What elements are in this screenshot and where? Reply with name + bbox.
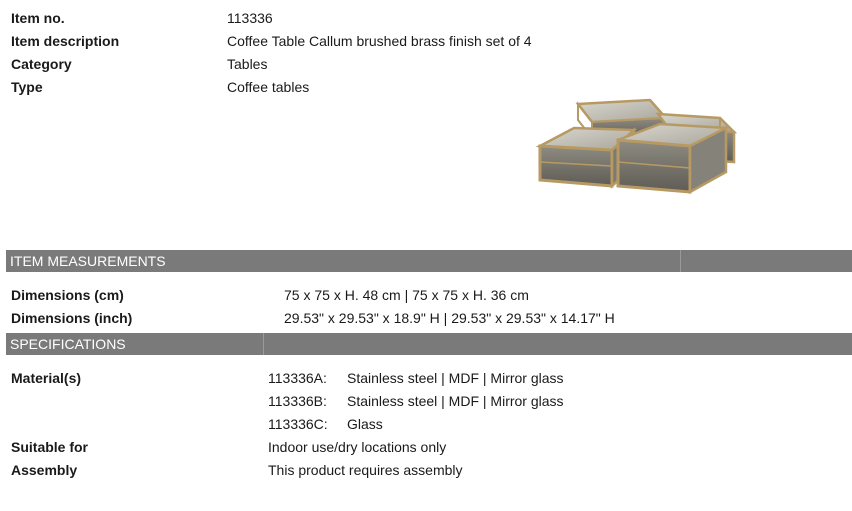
header-divider — [263, 333, 264, 355]
type-label: Type — [11, 79, 43, 95]
suitable-for-value: Indoor use/dry locations only — [268, 439, 447, 455]
item-description-value: Coffee Table Callum brushed brass finish set of 4 — [227, 33, 532, 49]
assembly-label: Assembly — [11, 462, 78, 478]
dimensions-cm-value: 75 x 75 x H. 48 cm | 75 x 75 x H. 36 cm — [284, 287, 529, 303]
material-code-a: 113336A: — [268, 370, 327, 386]
material-code-b: 113336B: — [268, 393, 327, 409]
item-description-label: Item description — [11, 33, 120, 49]
category-label: Category — [11, 56, 72, 72]
item-measurements-header — [6, 250, 852, 272]
type-value: Coffee tables — [227, 79, 310, 95]
product-image — [530, 96, 740, 196]
header-divider — [680, 250, 681, 272]
materials-label: Material(s) — [11, 370, 82, 386]
suitable-for-label: Suitable for — [11, 439, 89, 455]
material-value-a: Stainless steel | MDF | Mirror glass — [347, 370, 564, 386]
dimensions-cm-label: Dimensions (cm) — [11, 287, 124, 303]
assembly-value: This product requires assembly — [268, 462, 463, 478]
dimensions-inch-value: 29.53" x 29.53" x 18.9" H | 29.53" x 29.53" x 14.17" H — [284, 310, 615, 326]
table-front-right — [618, 124, 726, 192]
item-number-value: 113336 — [227, 10, 273, 26]
specifications-title: SPECIFICATIONS — [10, 336, 126, 352]
material-value-c: Glass — [347, 416, 383, 432]
item-measurements-title: ITEM MEASUREMENTS — [10, 253, 166, 269]
category-value: Tables — [227, 56, 268, 72]
dimensions-inch-label: Dimensions (inch) — [11, 310, 133, 326]
material-code-c: 113336C: — [268, 416, 328, 432]
item-number-label: Item no. — [11, 10, 65, 26]
material-value-b: Stainless steel | MDF | Mirror glass — [347, 393, 564, 409]
specifications-header — [6, 333, 852, 355]
